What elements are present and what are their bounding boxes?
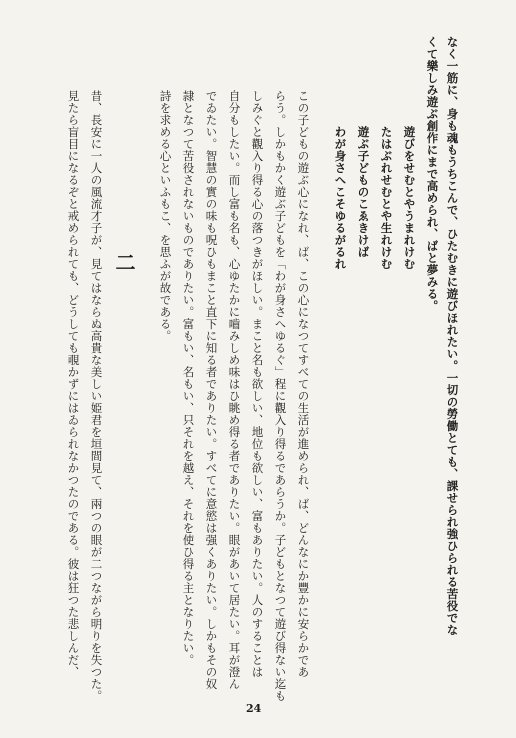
text-column-2: くて樂しみ遊ぶ創作にまで高められ、ばと夢みる。 <box>425 36 440 312</box>
text-column-14: 昔、長安に一人の風流才子が、見てはならぬ高貴な美しい姫君を垣間見て、兩つの眼が二つながら明りを失つた。 <box>89 90 104 702</box>
text-column-15: 見たら盲目になるぞと戒められても、どうしても覗かずにはゐられなかつたのである。彼は狂つた悲しんだ、 <box>66 90 81 678</box>
text-column-12: 隷となつて苦役されないものでありたい。富もい、名もい、只それを越え、それを使ひ得る主となりたい。 <box>181 90 196 666</box>
section-number: 二 <box>112 252 136 272</box>
text-column-11: でゐたい。智慧の實の味も呪ひもまこと直下に知る者でありたい。すべてに意慾は强くありたい。しかもその奴 <box>204 90 219 690</box>
page-number: 24 <box>246 702 262 715</box>
poem-line-3: 遊ぶ子どものこゑきけば <box>356 126 371 258</box>
poem-line-1: 遊びをせむとやうまれけむ <box>402 126 417 270</box>
text-column-1: なく一筋に、身も魂もうちこんで、ひたむきに遊びほれたい。一切の勞働とても、課せられ強ひられる苦役でな <box>445 36 460 636</box>
text-column-9: しみぐと觀入り得る心の落つきがほしい。まこと名も欲しい、地位も欲しい、富もありたい。人のすることは <box>250 90 265 678</box>
text-column-7: この子どもの遊ぶ心になれ、ば、この心になつてすべての生活が進められ、ば、どんなにか豐かに安らかであ <box>296 90 311 678</box>
text-column-13: 詩を求める心といふもこ、を思ふが故である。 <box>158 90 173 342</box>
poem-line-2: たはぶれせむとや生れけむ <box>379 126 394 270</box>
text-column-10: 自分もしたい。而し富も名も、心ゆたかに嚙みしめ味はひ眺め得る者でありたい。眼があいて居たい。耳が澄ん <box>227 90 242 690</box>
poem-line-4: わが身さへこそゆるがるれ <box>333 126 348 270</box>
text-column-8: らう。しかもかく遊ぶ子どもを「わが身さへゆるぐ」程に觀入り得るであらうか。子どもとなつて遊び得ない迄も <box>273 90 288 702</box>
